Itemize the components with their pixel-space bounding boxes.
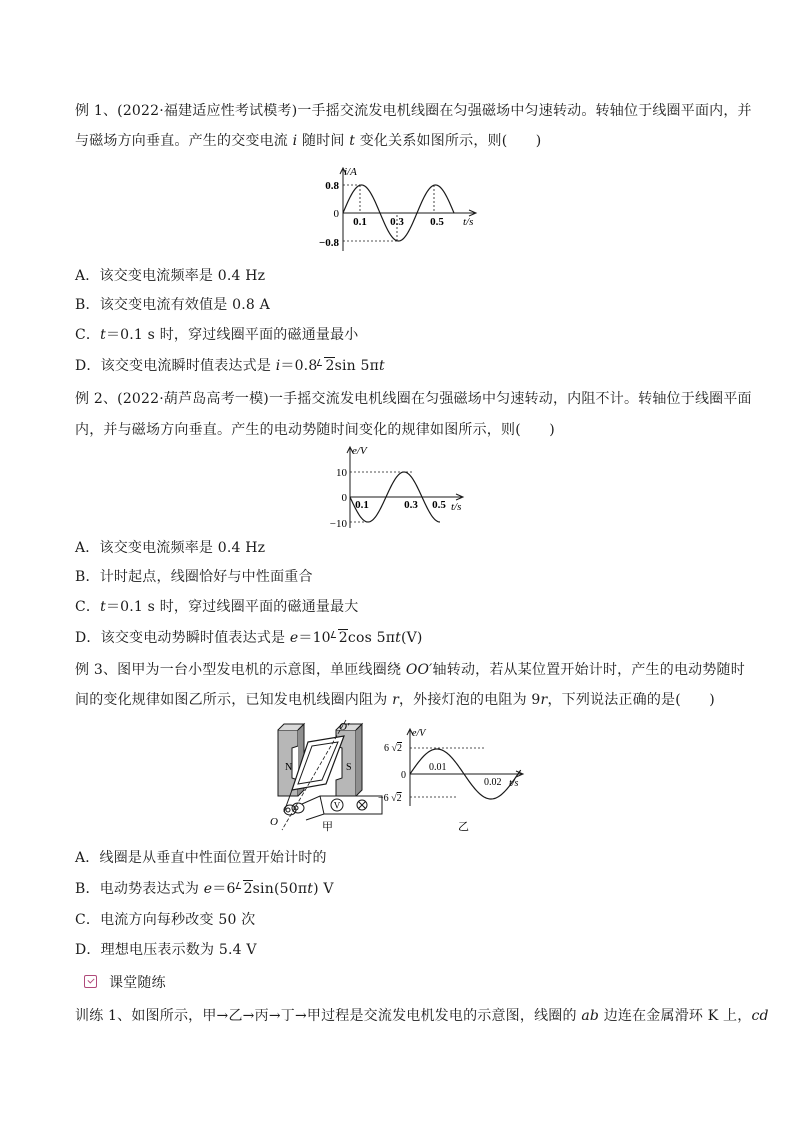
ex2-option-c: C．t＝0.1 s 时，穿过线圈平面的磁通量最大	[75, 599, 359, 615]
axis-label-o: O	[270, 816, 278, 828]
ex2-option-b: B．计时起点，线圈恰好与中性面重合	[75, 569, 313, 585]
section-title: 课堂随练	[109, 975, 166, 991]
ex1-option-c: C．t＝0.1 s 时，穿过线圈平面的磁通量最小	[75, 327, 359, 343]
ex1-xtick-0.3: 0.3	[390, 216, 404, 228]
ex2-option-d: D．该交变电动势瞬时值表达式是 e＝10 2cos 5πt(V)	[75, 630, 423, 646]
fig-jia-caption: 甲	[322, 821, 333, 833]
ex1-xtick-0.5: 0.5	[430, 216, 444, 228]
ex2-xtick-0.5: 0.5	[432, 499, 446, 511]
n-pole-label: N	[285, 762, 293, 773]
ex1-ytick-bottom: −0.8	[318, 237, 339, 249]
ex3-ytick-bottom: −6 √2	[378, 793, 402, 804]
ex2-stem-line2: 内，并与磁场方向垂直。产生的电动势随时间变化的规律如图所示，则( )	[75, 422, 555, 438]
ex1-ylabel: i/A	[344, 166, 357, 178]
ex3-option-d: D．理想电压表示数为 5.4 V	[75, 942, 257, 958]
ex1-xlabel: t/s	[463, 216, 474, 228]
ex3-xlabel: t/s	[509, 778, 519, 789]
training-1-line: 训练 1、如图所示，甲→乙→丙→丁→甲过程是交流发电机发电的示意图，线圈的 ab 边连在金属滑环 K 上，cd	[75, 1008, 769, 1024]
ex3-emf-graph	[378, 726, 532, 838]
ex2-emf-graph	[312, 442, 472, 532]
ex2-ylabel: e/V	[352, 445, 367, 457]
ex3-option-a: A．线圈是从垂直中性面位置开始计时的	[75, 850, 327, 866]
circuit-brace	[320, 796, 324, 814]
ex3-xtick-0.02: 0.02	[484, 777, 502, 788]
section-header	[84, 973, 166, 993]
slip-ring-1-core	[286, 808, 290, 812]
ex3-option-b: B．电动势表达式为 e＝6 2sin(50πt) V	[75, 881, 334, 897]
ex2-xtick-0.3: 0.3	[404, 499, 418, 511]
ex1-option-d: D．该交变电流瞬时值表达式是 i＝0.8 2sin 5πt	[75, 358, 385, 374]
ex2-ytick-zero: 0	[341, 492, 347, 504]
ex3-option-c: C．电流方向每秒改变 50 次	[75, 912, 256, 928]
voltmeter-label: V	[333, 800, 341, 811]
axis-label-o-prime: O′	[339, 721, 350, 733]
ex3-generator-diagram	[262, 718, 392, 836]
ex3-ylabel: e/V	[412, 728, 426, 739]
ex1-stem-line1: 例 1、(2022·福建适应性考试模考)一手摇交流发电机线圈在匀强磁场中匀速转动。转轴位于线圈平面内，并	[75, 103, 752, 119]
s-magnet-side	[356, 724, 362, 796]
ex3-ytick-top: 6 √2	[384, 743, 402, 754]
ex2-xlabel: t/s	[451, 501, 462, 513]
ex2-xtick-0.1: 0.1	[355, 499, 369, 511]
sqrt-symbol: 2	[236, 879, 253, 899]
ex3-xtick-0.01: 0.01	[429, 762, 447, 773]
ex1-xtick-0.1: 0.1	[353, 216, 367, 228]
s-pole-label: S	[346, 762, 352, 773]
ex2-ytick-bottom: −10	[329, 518, 347, 530]
ex2-ytick-top: 10	[336, 467, 347, 479]
check-icon	[84, 975, 97, 988]
ex1-option-b: B．该交变电流有效值是 0.8 A	[75, 297, 270, 313]
ex1-stem-line2: 与磁场方向垂直。产生的交变电流 i 随时间 t 变化关系如图所示，则( )	[75, 133, 542, 149]
ex2-option-a: A．该交变电流频率是 0.4 Hz	[75, 540, 266, 556]
fig-yi-caption: 乙	[458, 821, 469, 833]
ex1-current-graph	[310, 163, 490, 258]
ex3-stem-line1: 例 3、图甲为一台小型发电机的示意图，单匝线圈绕 OO′轴转动，若从某位置开始计时，产生的电动势随时	[75, 662, 745, 678]
ex1-ytick-zero: 0	[333, 208, 339, 220]
ex2-stem-line1: 例 2、(2022·葫芦岛高考一模)一手摇交流发电机线圈在匀强磁场中匀速转动，内阻不计。转轴位于线圈平面	[75, 391, 752, 407]
ex1-ytick-top: 0.8	[325, 180, 339, 192]
ex1-option-a: A．该交变电流频率是 0.4 Hz	[75, 268, 266, 284]
ex3-stem-line2: 间的变化规律如图乙所示，已知发电机线圈内阻为 r，外接灯泡的电阻为 9r，下列说法正确的是( )	[75, 692, 715, 708]
ex3-ytick-zero: 0	[401, 770, 406, 781]
sqrt-symbol: 2	[317, 356, 334, 376]
sqrt-symbol: 2	[331, 628, 348, 648]
